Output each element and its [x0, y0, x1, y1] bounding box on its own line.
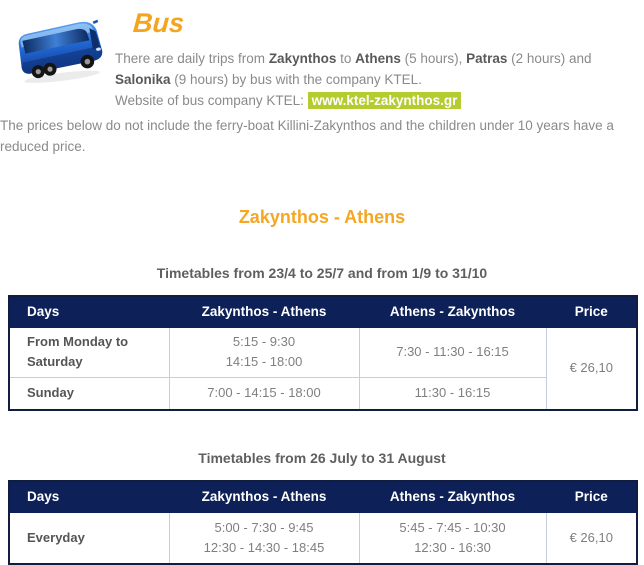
table-row	[9, 512, 637, 564]
day-cell: Everyday	[9, 512, 169, 564]
times-cell: 7:30 - 11:30 - 16:15	[359, 327, 546, 377]
times-cell: 5:00 - 7:30 - 9:45 12:30 - 14:30 - 18:45	[169, 512, 359, 564]
times-cell: 5:45 - 7:45 - 10:30 12:30 - 16:30	[359, 512, 546, 564]
bus-icon	[12, 18, 106, 86]
header-zakynthos-athens: Zakynthos - Athens	[169, 481, 359, 512]
intro-line-trips: There are daily trips from Zakynthos to Athens (5 hours), Patras (2 hours) and Salonika (9 hours) by bus with the company KTEL.	[115, 51, 592, 87]
timetable1-caption: Timetables from 23/4 to 25/7 and from 1/9 to 31/10	[156, 265, 488, 281]
table-row	[9, 377, 637, 410]
prices-note: The prices below do not include the ferry-boat Killini-Zakynthos and the children under 10 years have a reduced price.	[0, 118, 614, 154]
route-heading: Zakynthos - Athens	[238, 207, 406, 227]
price-cell: € 26,10	[546, 327, 637, 410]
table-header-row	[9, 296, 637, 327]
timetable1	[8, 295, 638, 411]
day-cell: From Monday to Saturday	[9, 327, 169, 377]
times-cell: 11:30 - 16:15	[359, 377, 546, 410]
table-row	[9, 327, 637, 377]
times-cell: 7:00 - 14:15 - 18:00	[169, 377, 359, 410]
header-price: Price	[546, 481, 637, 512]
header-days: Days	[9, 481, 169, 512]
timetable2-caption: Timetables from 26 July to 31 August	[198, 450, 446, 466]
header-price: Price	[546, 296, 637, 327]
website-line: Website of bus company KTEL: www.ktel-zakynthos.gr	[115, 90, 644, 111]
timetable2	[8, 480, 638, 565]
header-zakynthos-athens: Zakynthos - Athens	[169, 296, 359, 327]
header-athens-zakynthos: Athens - Zakynthos	[359, 296, 546, 327]
intro-section	[115, 0, 644, 111]
header-days: Days	[9, 296, 169, 327]
intro-paragraph	[115, 48, 644, 111]
price-cell: € 26,10	[546, 512, 637, 564]
day-cell: Sunday	[9, 377, 169, 410]
times-cell: 5:15 - 9:30 14:15 - 18:00	[169, 327, 359, 377]
table-header-row	[9, 481, 637, 512]
ktel-website-link[interactable]: www.ktel-zakynthos.gr	[308, 92, 462, 109]
header-athens-zakynthos: Athens - Zakynthos	[359, 481, 546, 512]
page-title: Bus	[132, 8, 186, 38]
